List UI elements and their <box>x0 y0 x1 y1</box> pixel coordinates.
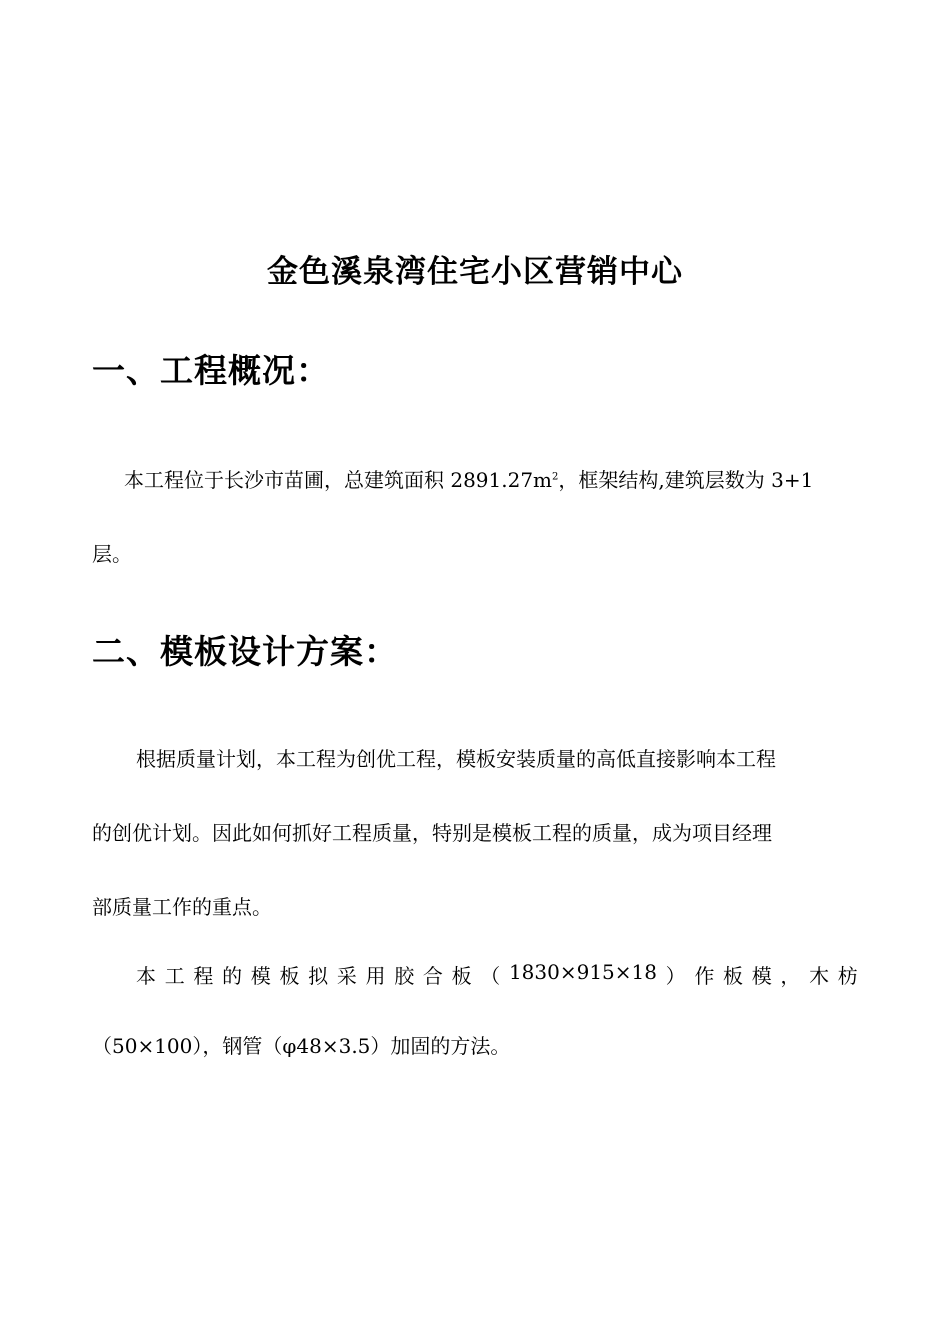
para2-line1-token: 采 <box>336 964 357 988</box>
overview-line-1 <box>124 470 813 490</box>
para2-line1-token: 板 <box>279 964 300 988</box>
formwork-para2-line-1 <box>136 960 858 989</box>
para2-line1-token: 木 <box>809 964 830 988</box>
formwork-para1-line-2: 的创优计划。因此如何抓好工程质量，特别是模板工程的质量，成为项目经理 <box>92 821 772 845</box>
para2-line1-token: 程 <box>193 964 214 988</box>
section-heading-overview: 一、工程概况： <box>92 351 330 390</box>
para2-line1-token: 胶 <box>394 964 415 988</box>
para2-line1-token: 板 <box>723 964 744 988</box>
document-title: 金色溪泉湾住宅小区营销中心 <box>267 254 683 290</box>
para2-line1-token: 工 <box>164 964 185 988</box>
para2-line1-token: 用 <box>365 964 386 988</box>
overview-text-suffix: ，框架结构,建筑层数为 3+1 <box>558 468 814 492</box>
para2-line1-token: 拟 <box>308 964 329 988</box>
para2-line1-token: 模 <box>250 964 271 988</box>
para2-line1-token: 本 <box>136 964 156 988</box>
formwork-para1-line-3: 部质量工作的重点。 <box>92 895 272 919</box>
para2-line1-token: 模 <box>751 964 772 988</box>
section-heading-formwork: 二、模板设计方案： <box>92 632 398 671</box>
para2-line1-token: ） <box>665 964 686 988</box>
para2-line1-token: 的 <box>222 964 243 988</box>
overview-line-2: 层。 <box>92 542 132 566</box>
para2-line1-token: 合 <box>422 964 443 988</box>
para2-line1-token: 枋 <box>837 964 858 988</box>
formwork-para2-line-2: （50×100），钢管（φ48×3.5）加固的方法。 <box>92 1034 511 1058</box>
superscript-2: 2 <box>552 471 559 483</box>
para2-line1-token: 作 <box>694 964 715 988</box>
formwork-para1-line-1: 根据质量计划，本工程为创优工程，模板安装质量的高低直接影响本工程 <box>136 747 776 771</box>
para2-line1-token: 1830×915×18 <box>508 960 657 984</box>
overview-text-prefix: 本工程位于长沙市苗圃，总建筑面积 2891.27m <box>124 468 553 492</box>
para2-line1-token: （ <box>480 964 501 988</box>
para2-line1-token: 板 <box>451 964 472 988</box>
para2-line1-token: ， <box>780 964 801 988</box>
